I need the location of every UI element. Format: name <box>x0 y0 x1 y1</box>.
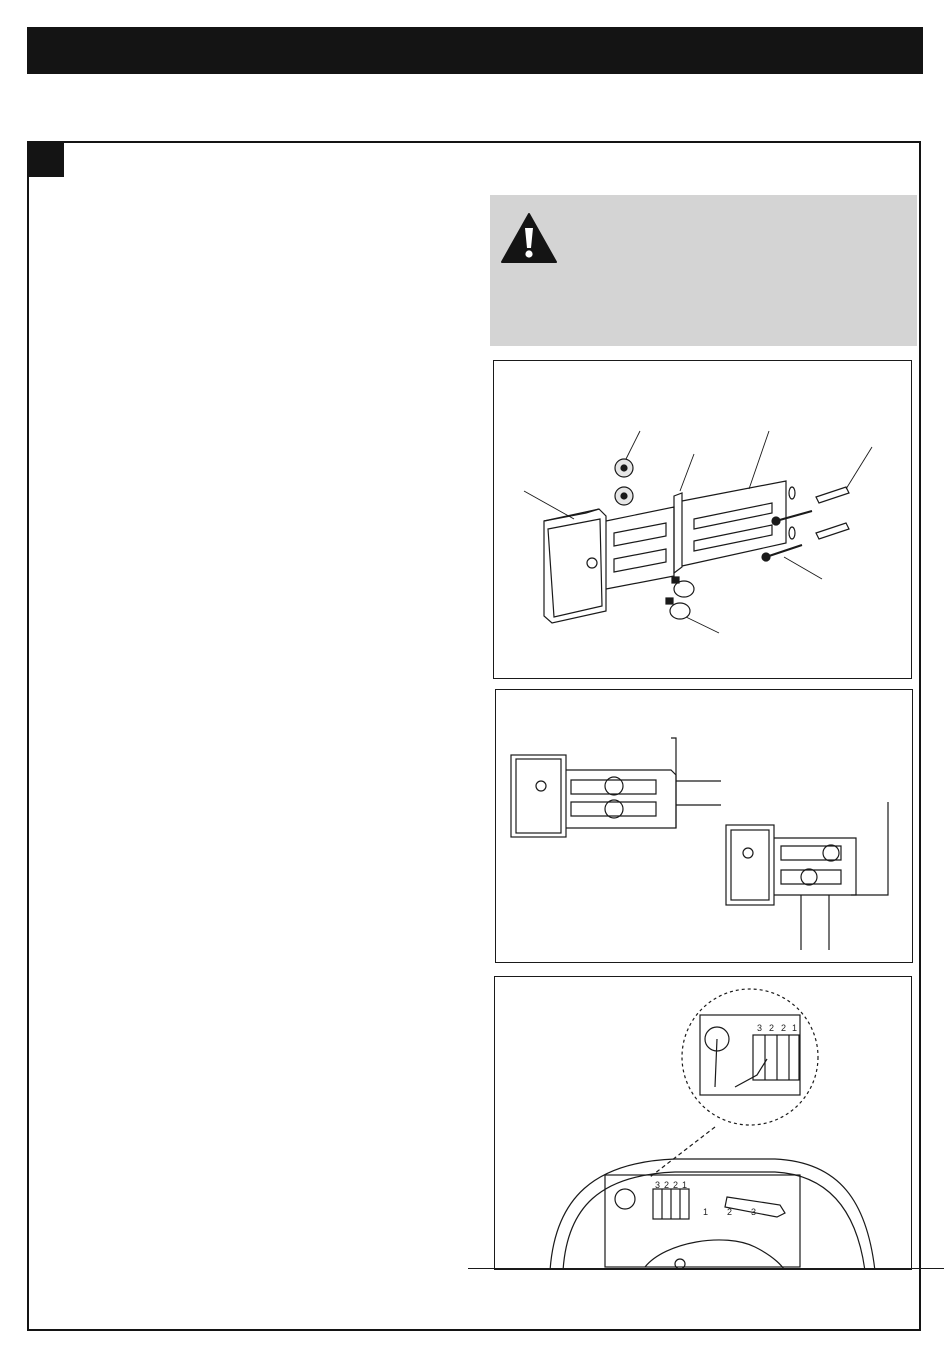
warning-triangle-icon <box>500 212 558 264</box>
board-marking-label: 3 <box>751 1207 757 1217</box>
board-terminal-label: 1 <box>682 1180 688 1190</box>
bracket-exploded-drawing <box>494 361 912 679</box>
zoom-terminal-label: 3 <box>757 1023 763 1033</box>
board-terminal-label: 2 <box>673 1180 679 1190</box>
figure-wiring-detail <box>494 976 912 1270</box>
figure-baseline-rule <box>468 1268 944 1269</box>
zoom-terminal-label: 2 <box>781 1023 787 1033</box>
board-marking-label: 1 <box>703 1207 709 1217</box>
figure-bracket-exploded <box>493 360 912 679</box>
board-marking-label: 2 <box>727 1207 733 1217</box>
mounting-orientations-drawing <box>496 690 913 963</box>
zoom-terminal-label: 2 <box>769 1023 775 1033</box>
board-terminal-label: 2 <box>664 1180 670 1190</box>
board-terminal-label: 3 <box>655 1180 661 1190</box>
header-bar <box>27 27 923 74</box>
zoom-terminal-label: 1 <box>792 1023 798 1033</box>
wiring-detail-drawing <box>495 977 912 1270</box>
step-number-badge <box>28 142 64 177</box>
figure-mounting-orientations <box>495 689 913 963</box>
